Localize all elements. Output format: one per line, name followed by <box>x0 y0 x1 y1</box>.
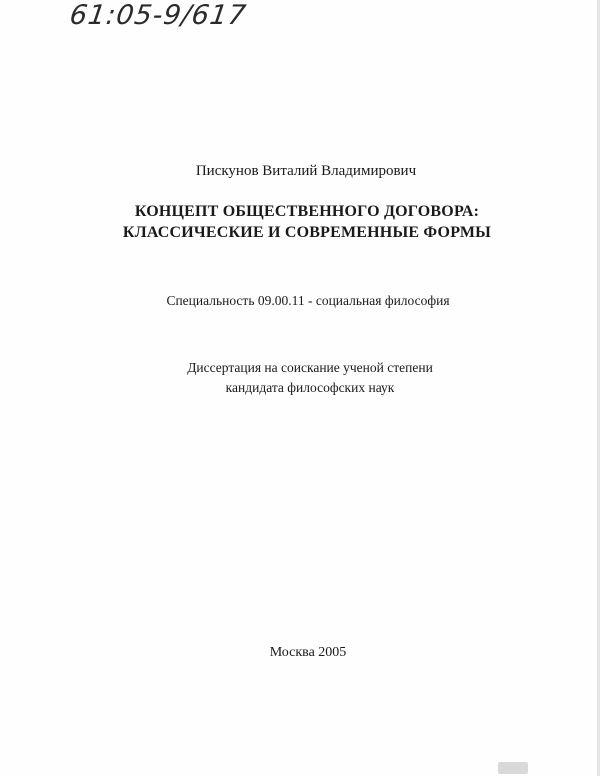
title-line: КОНЦЕПТ ОБЩЕСТВЕННОГО ДОГОВОРА: <box>134 203 480 220</box>
degree-line: Диссертация на соискание ученой степени <box>187 360 433 375</box>
scan-artifact <box>498 762 528 774</box>
city-year: Москва 2005 <box>269 645 347 660</box>
handwritten-catalog-number: 61:05-9/617 <box>67 0 249 31</box>
dissertation-title <box>0 201 600 243</box>
degree-statement <box>0 358 600 398</box>
author-name: Пискунов Виталий Владимирович <box>195 163 417 179</box>
degree-line: кандидата философских наук <box>225 380 395 395</box>
title-line: КЛАССИЧЕСКИЕ И СОВРЕМЕННЫЕ ФОРМЫ <box>122 224 492 241</box>
specialty-line: Специальность 09.00.11 - социальная философия <box>166 293 450 308</box>
